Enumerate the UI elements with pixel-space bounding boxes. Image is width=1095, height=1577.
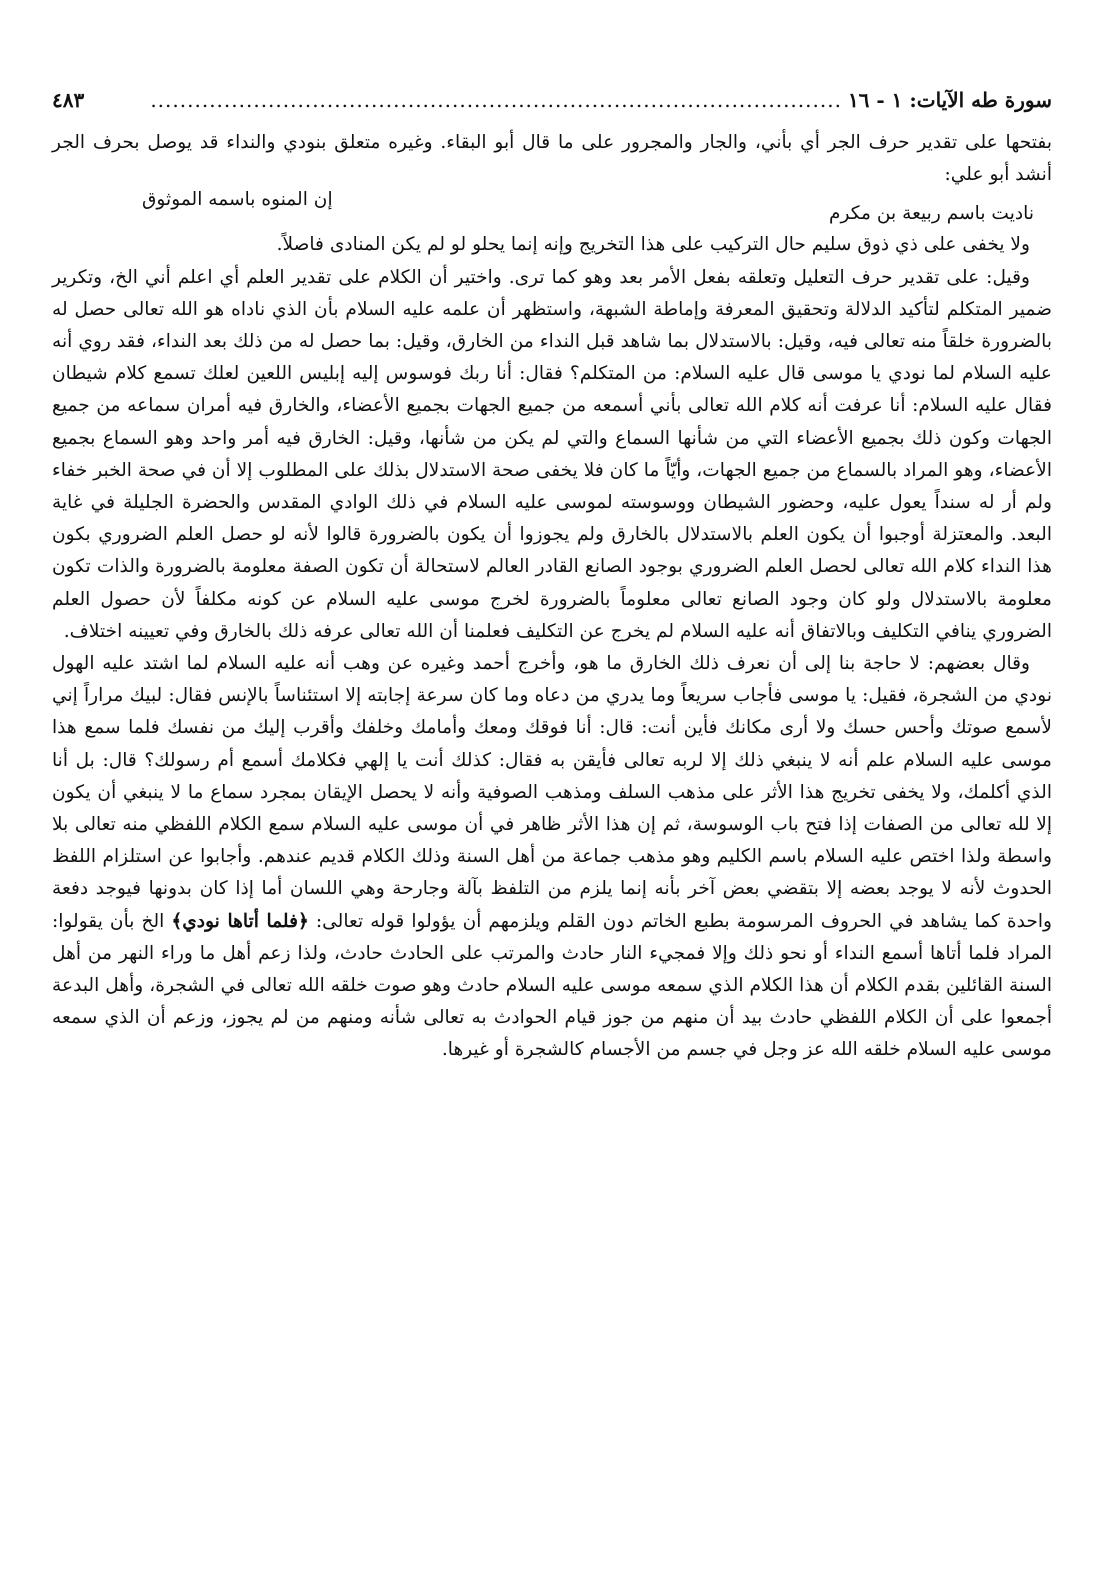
paragraph-2: ولا يخفى على ذي ذوق سليم حال التركيب على هذا التخريج وإنه إنما يحلو لو لم يكن المنادى فاصلاً. xyxy=(276,234,1030,256)
page-number: ٤٨٣ xyxy=(52,88,85,112)
quran-quote: ﴿فلما أتاها نودي﴾ xyxy=(171,910,309,932)
verse-second-hemistich: إن المنوه باسمه الموثوق xyxy=(142,189,333,211)
paragraph-3: وقيل: على تقدير حرف التعليل وتعلقه بفعل الأمر بعد وهو كما ترى. واختير أن الكلام على تقدير العلم أي اعلم أني الخ، وتكرير ضمير المتكلم لتأكيد الدلالة وتحقيق المعرفة وإماطة الشبهة، واستظهر أن علمه عليه السلام بأن الذي ناداه هو الله تعالى حصل له بالضرورة خلقاً منه تعالى فيه، وقيل: بالاستدلال بما شاهد قبل النداء من الخارق، وقيل: بما حصل له من ذلك بعد النداء، فقد روي أنه عليه السلام لما نودي يا موسى قال عليه السلام: من المتكلم؟ فقال: أنا ربك فوسوس إليه إبليس اللعين لعلك تسمع كلام شيطان فقال عليه السلام: أنا عرفت أنه كلام الله تعالى بأني أسمعه من جميع الجهات بجميع الأعضاء، والخارق فيه أمران سماعه من جميع الجهات وكون ذلك بجميع الأعضاء التي من شأنها السماع والتي لم يكن من شأنها، وقيل: الخارق فيه أمر واحد وهو السماع بجميع الأعضاء، وهو المراد بالسماع من جميع الجهات، وأيّاً ما كان فلا يخفى صحة الاستدلال بذلك على المطلوب إلا أن في صحة الخبر خفاء ولم أر له سنداً يعول عليه، وحضور الشيطان ووسوسته لموسى عليه السلام في ذلك الوادي المقدس والحضرة الجليلة في غاية البعد. والمعتزلة أوجبوا أن يكون العلم بالاستدلال بالخارق ولم يجوزوا أن يكون بالضرورة قالوا لأنه لو حصل العلم الضروري بكون هذا النداء كلام الله تعالى لحصل العلم الضروري بوجود الصانع القادر العالم لاستحالة أن تكون الصفة معلومة بالضرورة والذات تكون معلومة بالاستدلال ولو كان وجود الصانع تعالى معلوماً بالضرورة لخرج موسى عليه السلام عن كونه مكلفاً لأن حصول العلم الضروري ينافي التكليف وبالاتفاق أنه عليه السلام لم يخرج عن التكليف فعلمنا أن الله تعالى عرفه ذلك بالخارق وفي تعيينه اختلاف. xyxy=(52,266,1052,642)
document-page xyxy=(52,88,1052,1067)
running-header xyxy=(52,88,1052,127)
verse-first-hemistich: ناديت باسم ربيعة بن مكرم xyxy=(828,203,1034,225)
header-title: سورة طه الآيات: ١ - ١٦ xyxy=(847,88,1052,112)
header-dot-leader: .............................................................................................. xyxy=(150,88,842,112)
paragraph-4 xyxy=(52,648,1052,1067)
paragraph-4-part-1: وقال بعضهم: لا حاجة بنا إلى أن نعرف ذلك الخارق ما هو، وأخرج أحمد وغيره عن وهب أنه عليه السلام لما اشتد عليه الهول نودي من الشجرة، فقيل: يا موسى فأجاب سريعاً وما يدري من دعاه وما كان سرعة إجابته إلا استئناساً بالإنس فقال: لبيك مراراً إني لأسمع صوتك وأحس حسك ولا أرى مكانك فأين أنت: قال: أنا فوقك ومعك وأمامك وخلفك وأقرب إليك من نفسك فلما سمع هذا موسى عليه السلام علم أنه لا ينبغي ذلك إلا لربه تعالى فأيقن به فقال: كذلك أنت يا إلهي فكلامك أسمع أم رسولك؟ قال: بل أنا الذي أكلمك، ولا يخفى تخريج هذا الأثر على مذهب السلف ومذهب الصوفية وأنه لا يحصل الإيقان بمجرد سماع ما لا ينبغي أن يكون إلا لله تعالى من الصفات إذا فتح باب الوسوسة، ثم إن هذا الأثر ظاهر في أن موسى عليه السلام سمع الكلام اللفظي منه تعالى بلا واسطة ولذا اختص عليه السلام باسم الكليم وهو مذهب جماعة من أهل السنة وذلك الكلام قديم عندهم. وأجابوا عن استلزام اللفظ الحدوث لأنه لا يوجد بعضه إلا بتقضي بعض آخر بأنه إنما يلزم من التلفظ بآلة وجارحة وهي اللسان أما إذا كان بدونها فيوجد دفعة واحدة كما يشاهد في الحروف المرسومة بطبع الخاتم دون القلم ويلزمهم أن يؤولوا قوله تعالى: xyxy=(52,653,1052,932)
paragraph-1: بفتحها على تقدير حرف الجر أي بأني، والجار والمجرور على ما قال أبو البقاء. وغيره متعلق بنودي والنداء قد يوصل بحرف الجر أنشد أبو علي: xyxy=(52,132,1052,186)
poetry-verse xyxy=(52,191,1052,229)
paragraph-4-part-2: الخ بأن يقولوا: المراد فلما أتاها أسمع النداء أو نحو ذلك وإلا فمجيء النار حادث والمرتب على الحادث حادث، ولذا زعم أهل ما وراء النهر من أهل السنة القائلين بقدم الكلام أن هذا الكلام الذي سمعه موسى عليه السلام حادث وهو صوت خلقه الله تعالى في الشجرة، وأهل البدعة أجمعوا على أن الكلام اللفظي حادث بيد أن منهم من جوز قيام الحوادث به تعالى شأنه ومنهم من لم يجوز، وزعم أن الذي سمعه موسى عليه السلام خلقه الله عز وجل في جسم من الأجسام كالشجرة أو غيرها. xyxy=(52,910,1052,1061)
body-text xyxy=(52,127,1052,1067)
